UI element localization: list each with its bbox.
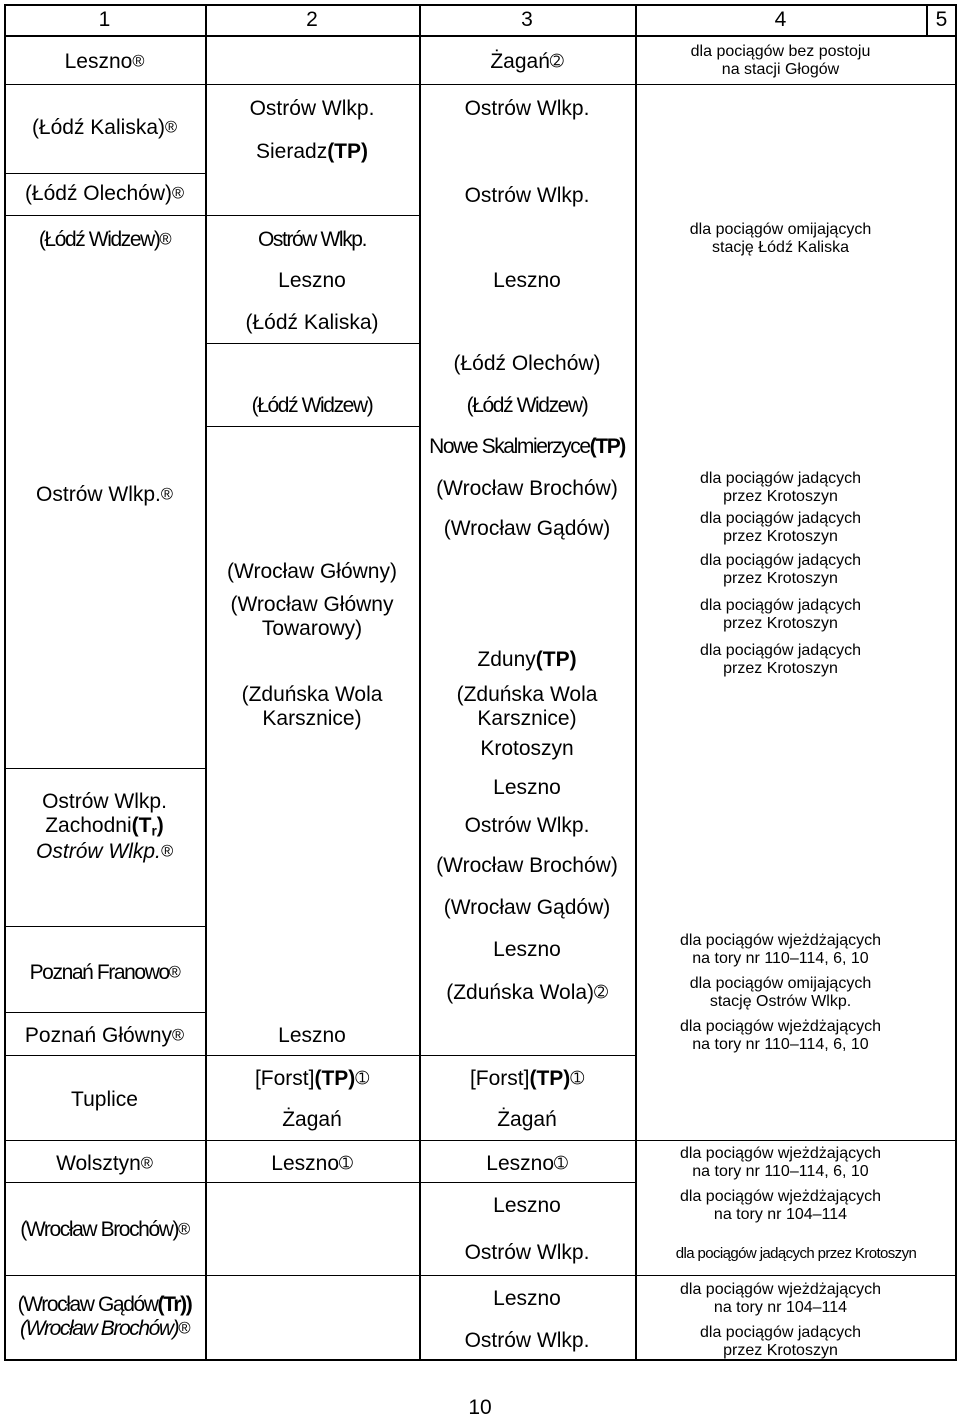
station-lodz-kaliska: (Łódź Kaliska)®: [31, 116, 178, 139]
note-omijajacych-lodz-kaliska: dla pociągów omijających stację Łódź Kaliska: [689, 221, 872, 256]
station-wroclaw-brochow: (Wrocław Brochów)®: [20, 1218, 189, 1241]
footnote-1-icon: ➀: [570, 1069, 585, 1088]
note-wjezdzajacych-110: dla pociągów wjeżdżających na tory nr 110–114, 6, 10: [680, 1018, 881, 1053]
station-leszno: Leszno➀: [486, 1152, 568, 1175]
row-divider: [4, 1275, 205, 1276]
station-tuplice: Tuplice: [71, 1088, 138, 1111]
row-divider: [205, 1140, 419, 1141]
station-ostrow-italic: Ostrów Wlkp.®: [36, 840, 173, 864]
station-lodz-widzew: (Łódź Widzew): [466, 394, 588, 417]
row-divider: [419, 1275, 635, 1276]
registered-mark-icon: ®: [178, 1220, 189, 1239]
row-divider: [4, 768, 205, 769]
registered-mark-icon: ®: [172, 1026, 185, 1045]
row-divider: [205, 426, 419, 427]
track-code: (TP): [314, 1067, 356, 1090]
row-divider: [4, 926, 205, 927]
track-code: (TP): [327, 140, 369, 163]
track-code-subscript: r: [151, 823, 157, 839]
row-divider: [4, 84, 205, 85]
row-divider: [4, 1055, 205, 1056]
registered-mark-icon: ®: [140, 1154, 153, 1173]
row-divider: [205, 1182, 419, 1183]
station-ostrow-zachodni-line2: $Zachodni(T_r)$: [45, 814, 164, 839]
column-number-1: 1: [98, 8, 111, 31]
column-number-4: 4: [774, 8, 787, 31]
station-ostrow-zachodni: [4, 791, 205, 862]
note-jadacych-krotoszyn: dla pociągów jadących przez Krotoszyn: [675, 1245, 917, 1262]
row-divider: [419, 84, 635, 85]
station-lodz-widzew: (Łódź Widzew): [251, 394, 373, 417]
station-wolsztyn: Wolsztyn®: [56, 1152, 153, 1175]
station-leszno: Leszno: [493, 269, 561, 292]
note-jadacych-krotoszyn: dla pociągów jadących przez Krotoszyn: [700, 552, 861, 587]
station-ostrow: Ostrów Wlkp.: [464, 1329, 590, 1352]
station-wroclaw-gadow: (Wrocław Gądów): [443, 896, 611, 919]
station-nowe-skalmierzyce: Nowe Skalmierzyce(TP): [429, 435, 625, 458]
registered-mark-icon: ®: [159, 230, 171, 249]
station-wroclaw-brochow-italic: (Wrocław Brochów)®: [20, 1317, 189, 1340]
track-code: (Tr): [157, 1293, 186, 1316]
row-divider: [4, 173, 205, 174]
note-wjezdzajacych-104: dla pociągów wjeżdżających na tory nr 104–114: [680, 1188, 881, 1223]
route-table: [4, 4, 957, 1361]
footnote-2-icon: ➁: [594, 983, 608, 1002]
station-wroclaw-glowny-towarowy: (Wrocław Główny Towarowy): [230, 593, 394, 640]
station-zagan: Żagań➁: [490, 50, 564, 73]
registered-mark-icon: ®: [160, 842, 173, 861]
note-jadacych-krotoszyn: dla pociągów jadących przez Krotoszyn: [700, 597, 861, 632]
note-jadacych-krotoszyn: dla pociągów jadących przez Krotoszyn: [700, 642, 861, 677]
station-wroclaw-brochow: (Wrocław Brochów): [436, 477, 618, 500]
station-ostrow: Ostrów Wlkp.: [464, 814, 590, 837]
station-wroclaw-glowny: (Wrocław Główny): [227, 560, 397, 583]
row-divider: [205, 1055, 419, 1056]
row-divider: [635, 1140, 957, 1141]
registered-mark-icon: ®: [160, 485, 173, 504]
note-jadacych-krotoszyn: dla pociągów jadących przez Krotoszyn: [700, 510, 861, 545]
row-divider: [419, 1055, 635, 1056]
footnote-1-icon: ➀: [355, 1069, 370, 1088]
row-divider: [635, 1275, 957, 1276]
station-poznan-glowny: Poznań Główny®: [24, 1024, 185, 1047]
station-leszno: Leszno: [278, 269, 346, 292]
row-divider: [4, 1182, 205, 1183]
station-ostrow: Ostrów Wlkp.: [464, 1241, 590, 1264]
row-divider: [205, 1275, 419, 1276]
station-lodz-olechow: (Łódź Olechów)®: [24, 182, 185, 205]
note-jadacych-krotoszyn: dla pociągów jadących przez Krotoszyn: [700, 1324, 861, 1359]
note-wjezdzajacych-110: dla pociągów wjeżdżających na tory nr 110–114, 6, 10: [680, 932, 881, 967]
row-divider: [205, 343, 419, 344]
station-zdunska-wola: (Zduńska Wola)➁: [446, 981, 608, 1004]
station-forst: [Forst](TP)➀: [469, 1067, 585, 1090]
station-zagan: Żagań: [282, 1108, 342, 1131]
note-jadacych-krotoszyn: dla pociągów jadących przez Krotoszyn: [700, 470, 861, 505]
station-leszno: Leszno: [278, 1024, 346, 1047]
row-divider: [419, 1140, 635, 1141]
registered-mark-icon: ®: [165, 118, 178, 137]
station-ostrow: Ostrów Wlkp.: [464, 97, 590, 120]
station-zagan: Żagań: [497, 1108, 557, 1131]
note-wjezdzajacych-110: dla pociągów wjeżdżających na tory nr 110–114, 6, 10: [680, 1145, 881, 1180]
station-krotoszyn: Krotoszyn: [480, 737, 574, 760]
column-number-3: 3: [521, 8, 533, 31]
station-lodz-kaliska: (Łódź Kaliska): [245, 311, 379, 334]
registered-mark-icon: ®: [132, 52, 145, 71]
station-wroclaw-gadow: [4, 1294, 205, 1339]
station-ostrow: Ostrów Wlkp.: [249, 97, 375, 120]
station-zdunska-wola-karsznice: (Zduńska Wola Karsznice): [456, 683, 598, 730]
station-wroclaw-gadow: (Wrocław Gądów): [443, 517, 611, 540]
row-divider: [205, 215, 419, 216]
column-number-5: 5: [935, 8, 948, 31]
registered-mark-icon: ®: [168, 963, 180, 982]
row-divider: [205, 84, 419, 85]
row-divider: [4, 1012, 205, 1013]
footnote-1-icon: ➀: [554, 1154, 568, 1173]
track-code: (TP): [535, 648, 577, 671]
station-ostrow: Ostrów Wlkp.: [464, 184, 590, 207]
station-sieradz: Sieradz(TP): [255, 140, 369, 163]
note-bez-postoju: dla pociągów bez postoju na stacji Głogów: [690, 43, 871, 78]
station-leszno: Leszno➀: [271, 1152, 353, 1175]
station-zdunska-wola-karsznice: (Zduńska Wola Karsznice): [241, 683, 383, 730]
track-code: (TP): [529, 1067, 571, 1090]
row-divider: [419, 1182, 635, 1183]
footnote-1-icon: ➀: [339, 1154, 353, 1173]
station-poznan-franowo: Poznań Franowo®: [29, 961, 180, 984]
note-wjezdzajacych-104: dla pociągów wjeżdżających na tory nr 104–114: [680, 1281, 881, 1316]
station-ostrow: Ostrów Wlkp.: [257, 228, 367, 251]
station-forst: [Forst](TP)➀: [254, 1067, 370, 1090]
station-leszno: Leszno: [493, 1194, 561, 1217]
station-leszno: Leszno: [493, 1287, 561, 1310]
registered-mark-icon: ®: [172, 184, 185, 203]
track-code: (TP): [589, 435, 625, 458]
station-wroclaw-brochow: (Wrocław Brochów): [436, 854, 618, 877]
station-wroclaw-gadow-line1: (Wrocław Gądów(Tr)): [17, 1293, 192, 1316]
column-number-2: 2: [306, 8, 318, 31]
note-omijajacych-ostrow: dla pociągów omijających stację Ostrów Wlkp.: [689, 975, 872, 1010]
station-leszno: Leszno: [493, 938, 561, 961]
row-divider: [4, 215, 205, 216]
station-lodz-widzew: (Łódź Widzew)®: [38, 228, 171, 251]
row-divider: [4, 1140, 205, 1141]
station-ostrow: Ostrów Wlkp.®: [36, 483, 173, 506]
station-ostrow-zachodni-line1: Ostrów Wlkp.: [42, 790, 167, 813]
station-zduny: Zduny(TP): [477, 648, 577, 671]
station-leszno: Leszno: [493, 776, 561, 799]
footnote-2-icon: ➁: [549, 52, 564, 71]
row-divider: [635, 84, 957, 85]
track-code: (T: [131, 814, 152, 837]
station-lodz-olechow: (Łódź Olechów): [453, 352, 601, 375]
page-number: 10: [468, 1396, 492, 1419]
station-leszno: Leszno®: [64, 50, 145, 73]
header-divider: [4, 35, 957, 37]
registered-mark-icon: ®: [178, 1319, 189, 1338]
